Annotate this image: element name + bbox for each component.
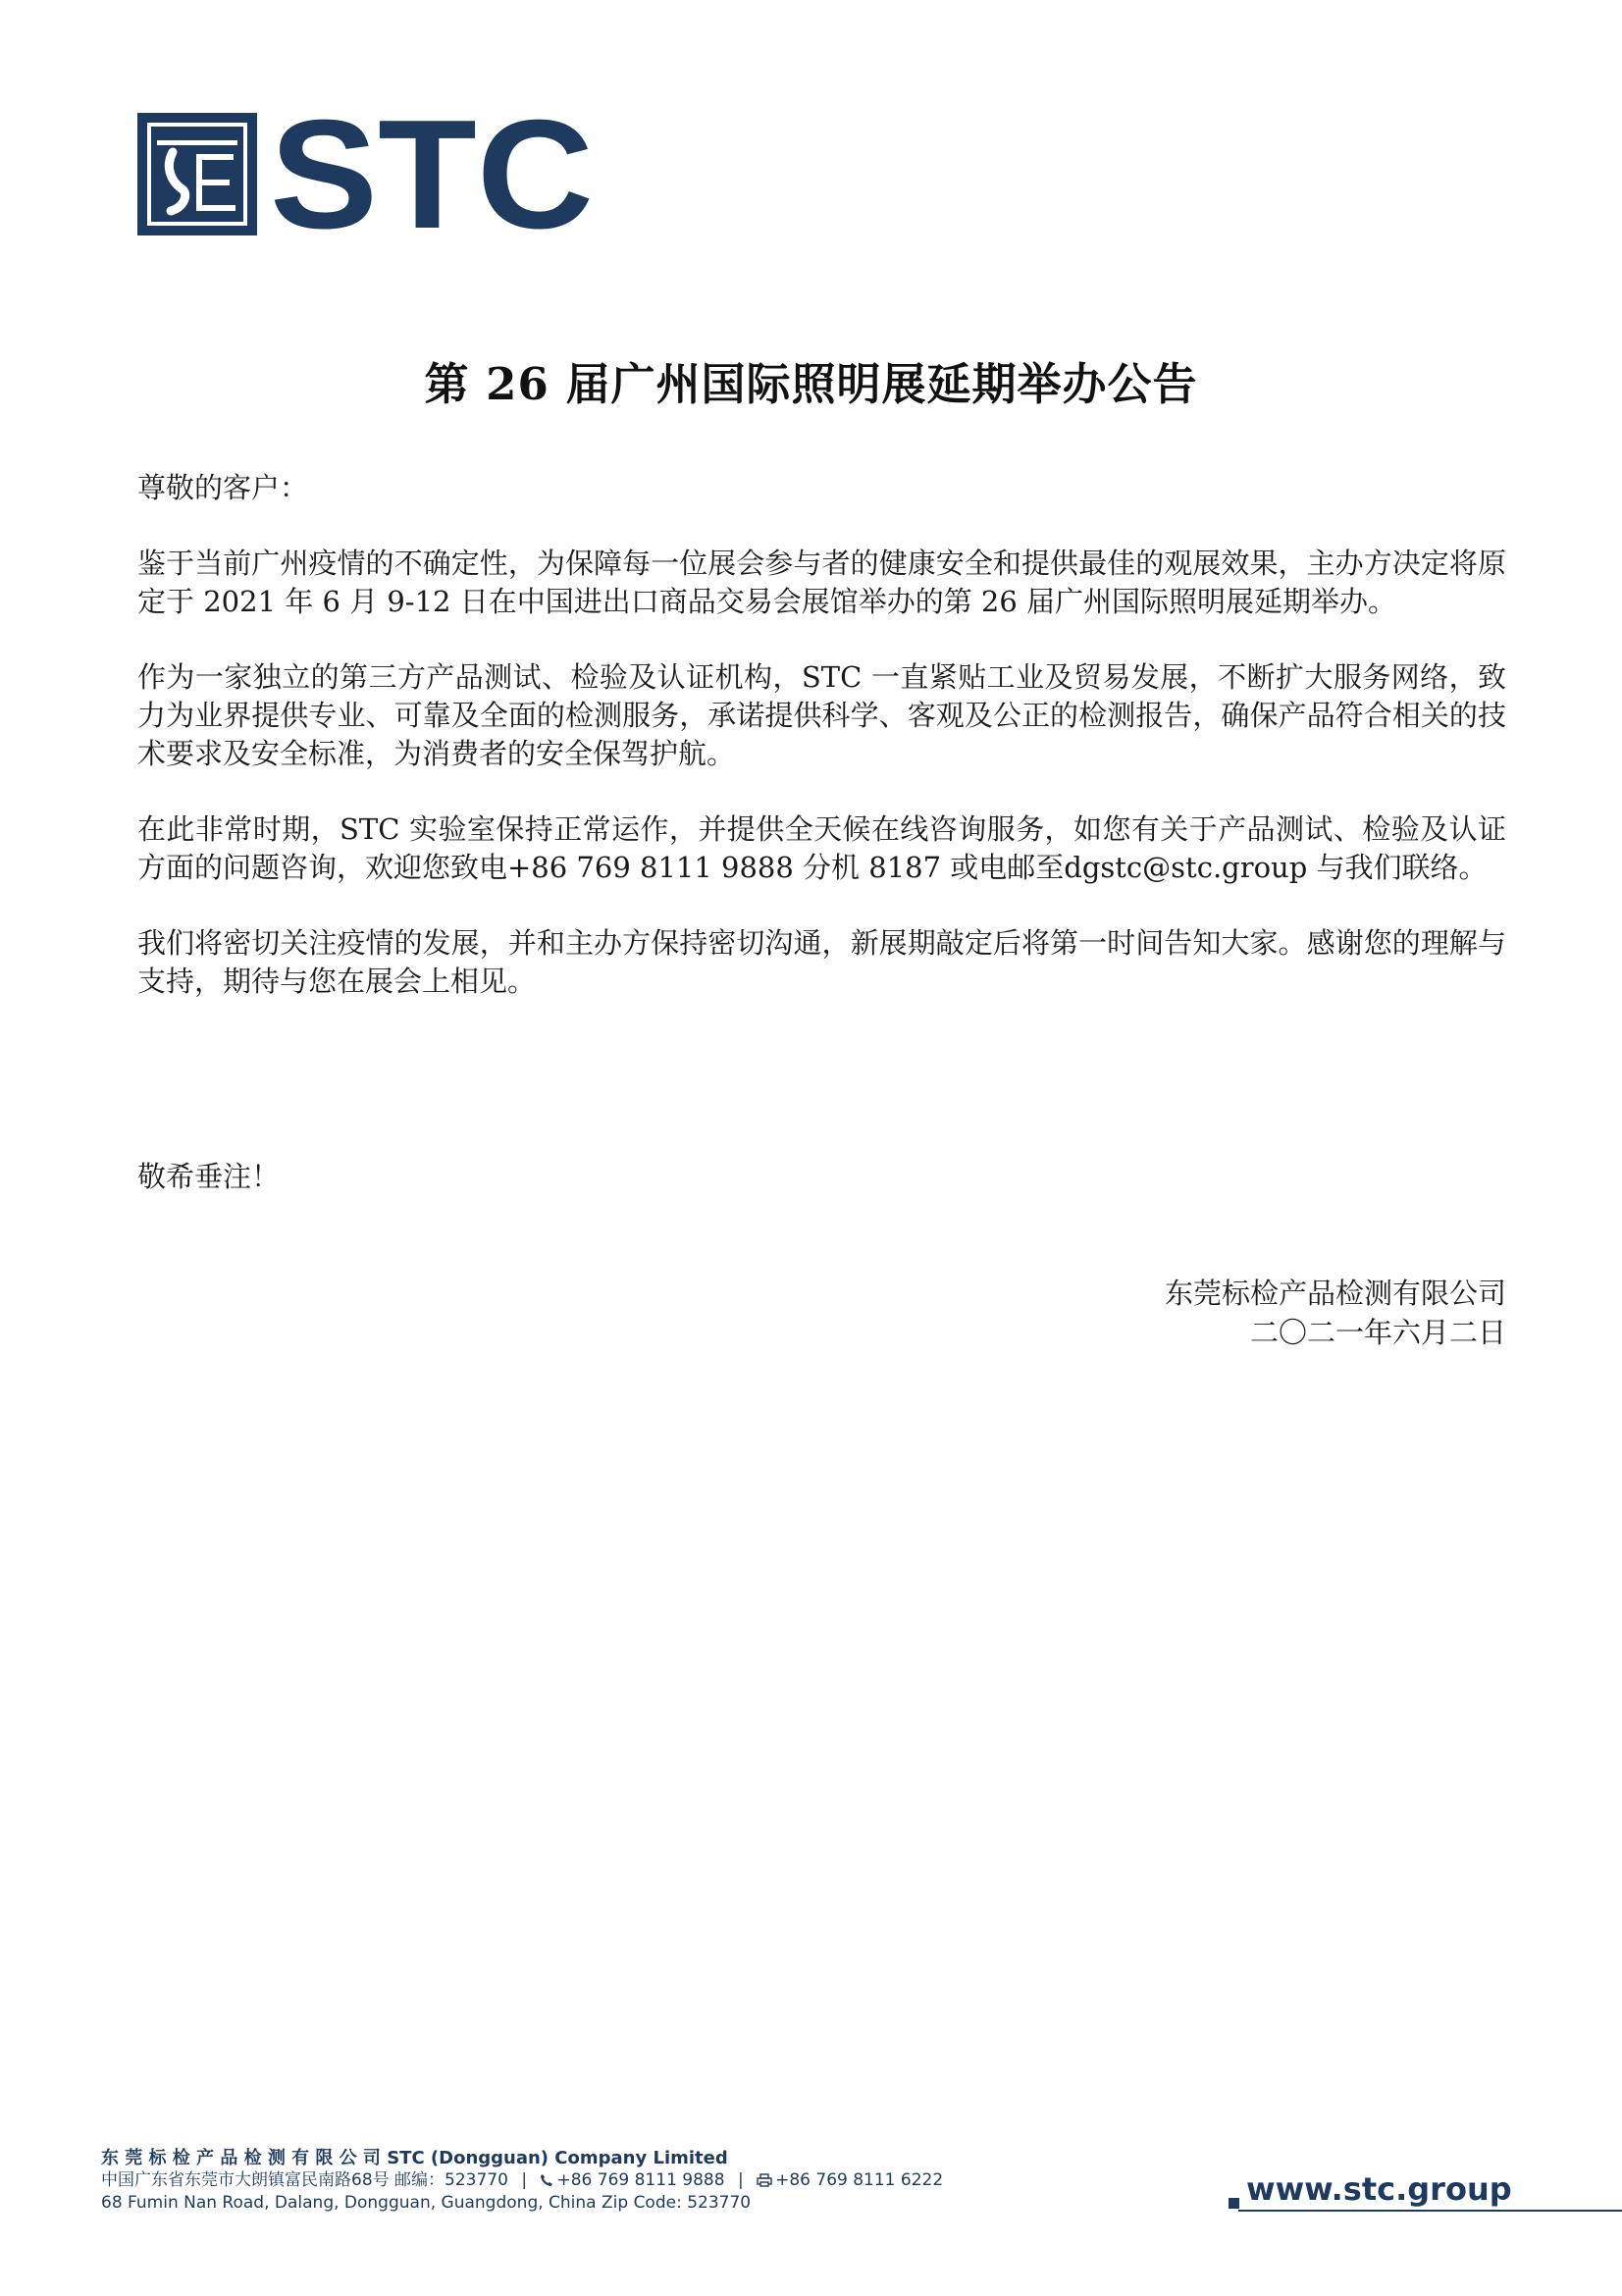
logo-brand-text: STC [270,113,594,235]
footer-company: 东 莞 标 检 产 品 检 测 有 限 公 司 STC (Dongguan) Company Limited [101,2148,728,2168]
footer-address-en: 68 Fumin Nan Road, Dalang, Dongguan, Guangdong, China Zip Code: 523770 [101,2193,752,2213]
website-link[interactable]: www.stc.group [1246,2170,1512,2208]
paragraph-postponement: 鉴于当前广州疫情的不确定性，为保障每一位展会参与者的健康安全和提供最佳的观展效果，主办方决定将原定于 2021 年 6 月 9-12 日在中国进出口商品交易会展馆举办的第 26 届广州国际照明展延期举办。 [137,547,1506,618]
footer-separator: | [521,2170,528,2190]
fax-icon [757,2173,772,2187]
closing-remark: 敬希垂注！ [137,1160,281,1193]
paragraph-thanks: 我们将密切关注疫情的发展，并和主办方保持密切沟通，新展期敲定后将第一时间告知大家。感谢您的理解与支持，期待与您在展会上相见。 [137,926,1506,998]
footer-contact-line [101,2169,943,2192]
footer-phone: +86 769 8111 9888 [556,2170,725,2190]
footer-address-cn: 中国广东省东莞市大朗镇富民南路68号 邮编：523770 [101,2170,508,2190]
signature-date: 二〇二一年六月二日 [1249,1316,1506,1349]
footer [101,2147,943,2215]
signature-block [1165,1274,1506,1352]
footer-rule [1238,2210,1622,2212]
paragraph-contact: 在此非常时期，STC 实验室保持正常运作，并提供全天候在线咨询服务，如您有关于产品测试、检验及认证方面的问题咨询，欢迎您致电+86 769 8111 9888 分机 8187 或电邮至dgstc@stc.group 与我们联络。 [137,812,1506,884]
stc-logo [137,113,599,235]
phone-icon [540,2173,553,2187]
footer-fax: +86 769 8111 6222 [775,2170,944,2190]
letter-body [137,469,1506,1038]
announcement-title: 第 26 届广州国际照明展延期举办公告 [424,358,1198,410]
paragraph-about-stc: 作为一家独立的第三方产品测试、检验及认证机构，STC 一直紧贴工业及贸易发展，不断扩大服务网络，致力为业界提供专业、可靠及全面的检测服务，承诺提供科学、客观及公正的检测报告，确保产品符合相关的技术要求及安全标准，为消费者的安全保驾护航。 [137,660,1506,770]
greeting: 尊敬的客户： [137,471,309,504]
signature-company: 东莞标检产品检测有限公司 [1164,1277,1506,1310]
website-marker [1229,2198,1239,2209]
footer-separator-2: | [737,2170,744,2190]
